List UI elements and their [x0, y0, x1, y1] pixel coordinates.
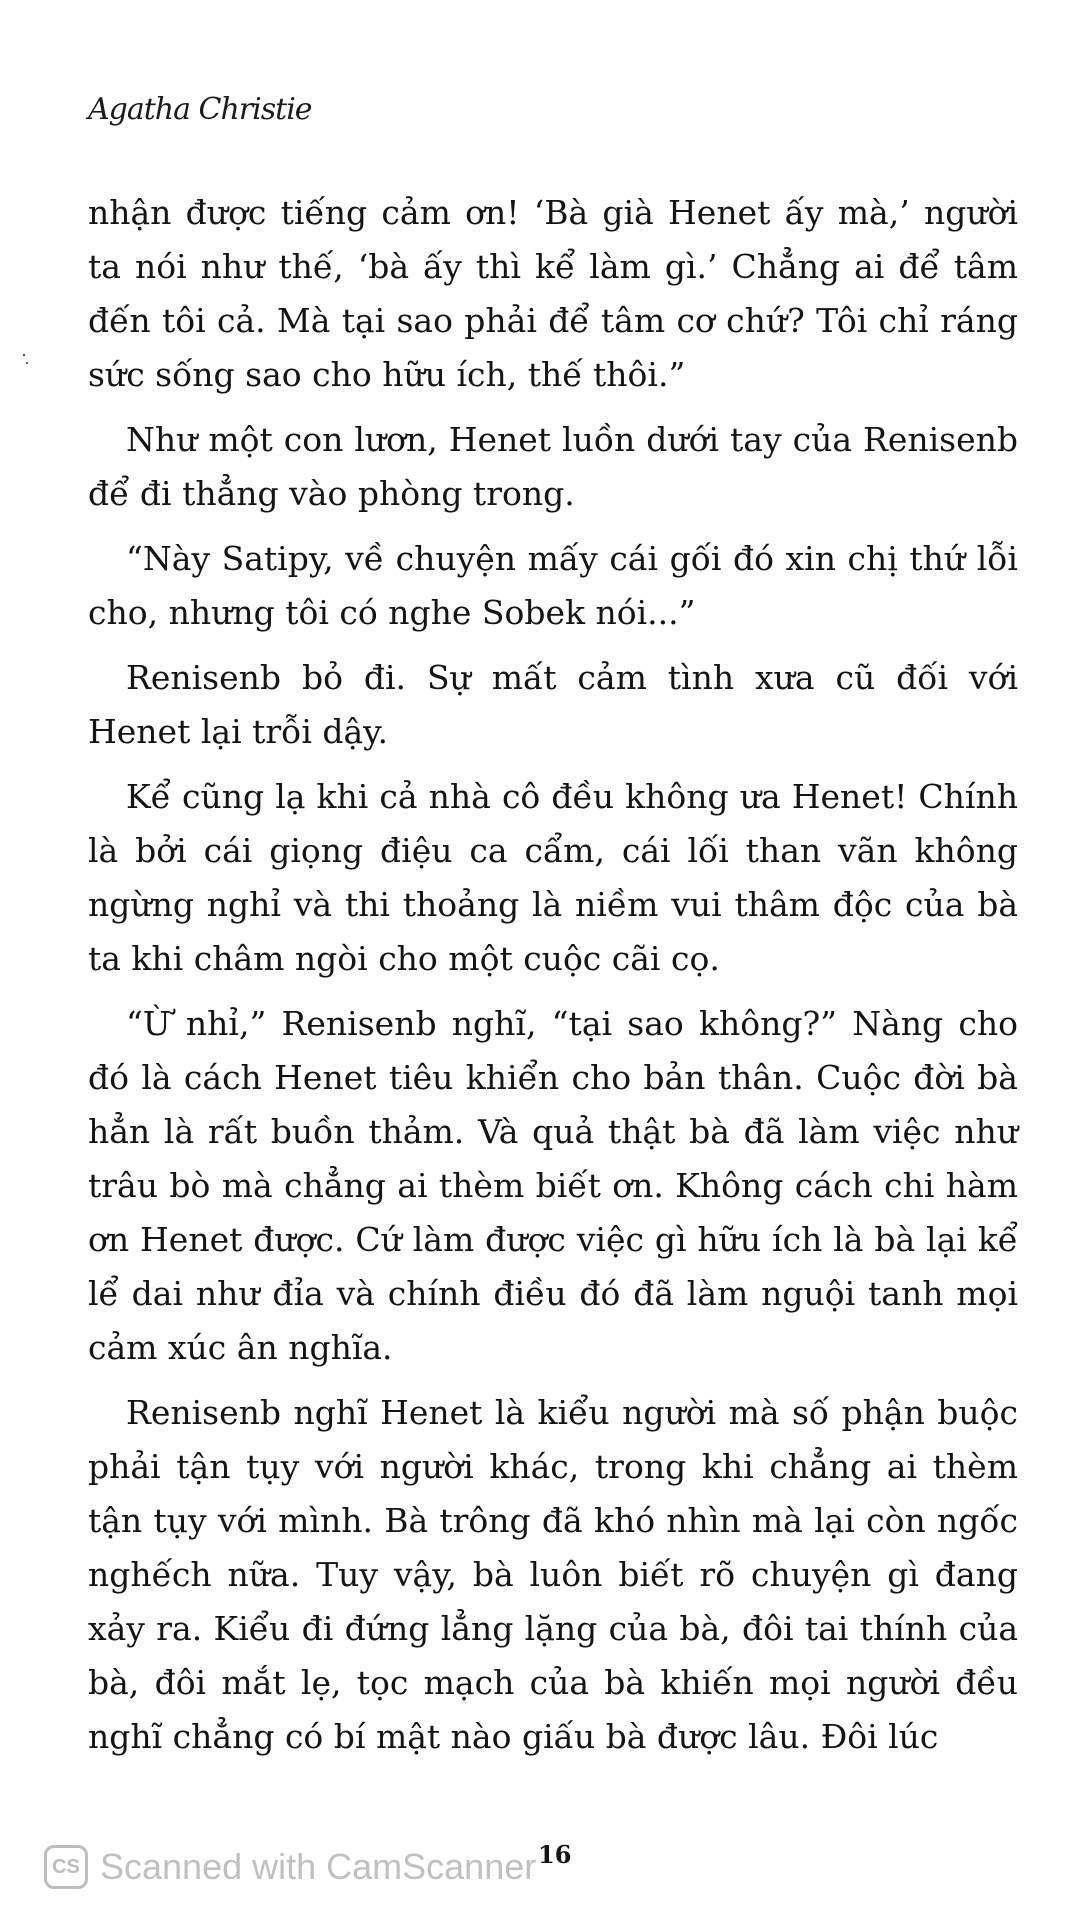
camscanner-watermark — [44, 1842, 536, 1892]
watermark-text: Scanned with CamScanner — [100, 1846, 537, 1887]
paragraph-6: “Ừ nhỉ,” Renisenb nghĩ, “tại sao không?” Nàng cho đó là cách Henet tiêu khiển cho bản thân. Cuộc đời bà hẳn là rất buồn thảm. Và quả thật bà đã làm việc như trâu bò mà chẳng ai thèm biết ơn. Không cách chi hàm ơn Henet được. Cứ làm được việc gì hữu ích là bà lại kể lể dai như đỉa và chính điều đó đã làm nguội tanh mọi cảm xúc ân nghĩa. — [88, 1004, 1018, 1367]
paragraph-4: Renisenb bỏ đi. Sự mất cảm tình xưa cũ đối với Henet lại trỗi dậy. — [88, 658, 1018, 751]
paragraph-3: “Này Satipy, về chuyện mấy cái gối đó xin chị thứ lỗi cho, nhưng tôi có nghe Sobek nói...” — [88, 539, 1018, 632]
paragraph-1: nhận được tiếng cảm ơn! ‘Bà già Henet ấy mà,’ người ta nói như thế, ‘bà ấy thì kể làm gì.’ Chẳng ai để tâm đến tôi cả. Mà tại sao phải để tâm cơ chứ? Tôi chỉ ráng sức sống sao cho hữu ích, thế thôi.” — [88, 193, 1018, 394]
author-signature-text: Agatha Christie — [88, 92, 312, 127]
scan-specks — [22, 352, 30, 368]
author-signature — [88, 92, 312, 127]
page-number: 16 — [538, 1840, 572, 1869]
paragraph-2: Như một con lươn, Henet luồn dưới tay của Renisenb để đi thẳng vào phòng trong. — [88, 420, 1018, 513]
camscanner-logo-icon: CS — [44, 1845, 88, 1889]
paragraph-7: Renisenb nghĩ Henet là kiểu người mà số phận buộc phải tận tụy với người khác, trong khi chẳng ai thèm tận tụy với mình. Bà trông đã khó nhìn mà lại còn ngốc nghếch nữa. Tuy vậy, bà luôn biết rõ chuyện gì đang xảy ra. Kiểu đi đứng lẳng lặng của bà, đôi tai thính của bà, đôi mắt lẹ, tọc mạch của bà khiến mọi người đều nghĩ chẳng có bí mật nào giấu bà được lâu. Đôi lúc — [88, 1393, 1018, 1756]
paragraph-5: Kể cũng lạ khi cả nhà cô đều không ưa Henet! Chính là bởi cái giọng điệu ca cẩm, cái lối than vãn không ngừng nghỉ và thi thoảng là niềm vui thâm độc của bà ta khi châm ngòi cho một cuộc cãi cọ. — [88, 777, 1018, 978]
body-text — [88, 186, 1018, 1775]
